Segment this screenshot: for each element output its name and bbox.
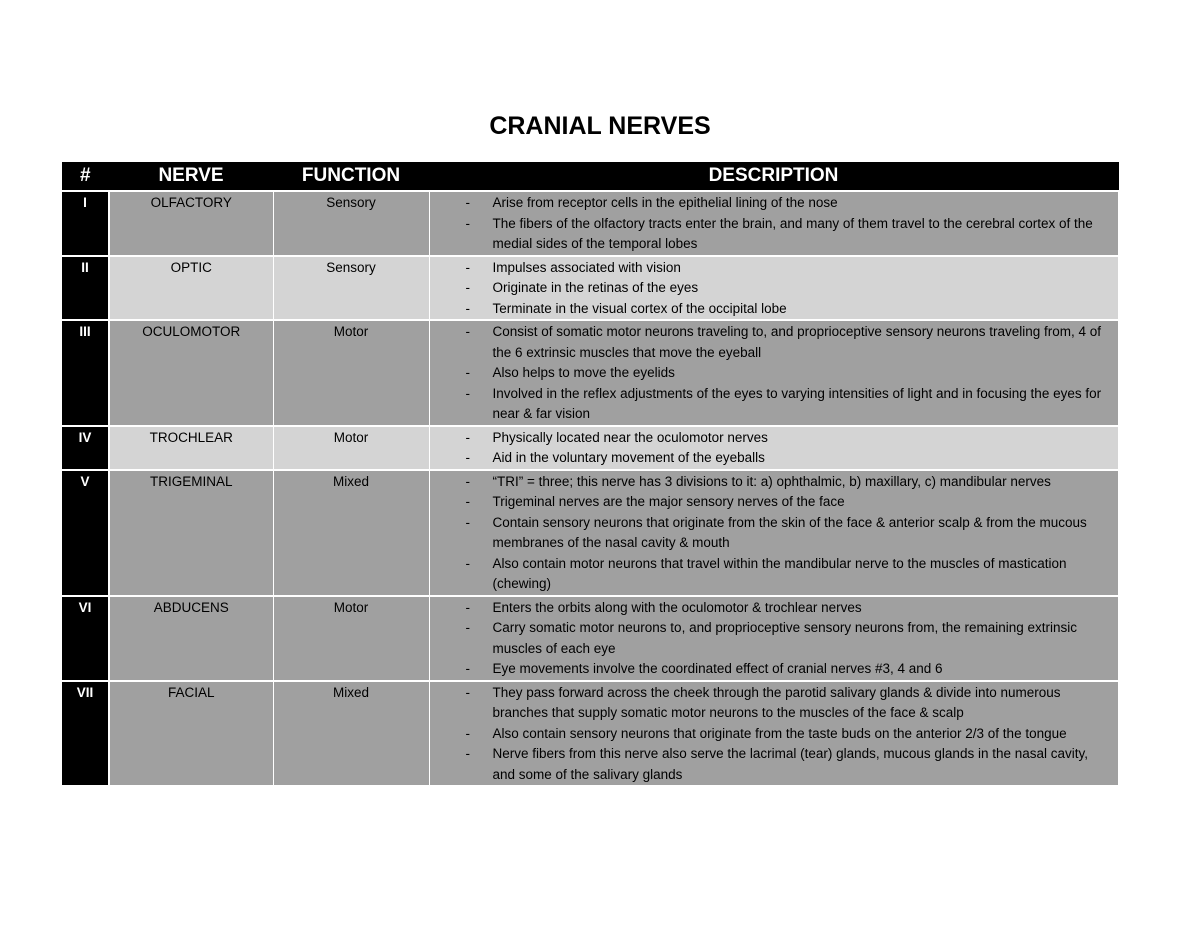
bullet-dash: - — [465, 514, 470, 530]
description-text: Consist of somatic motor neurons traveling to, and proprioceptive sensory neurons traveling from, 4 of the 6 extrinsic muscles that move the eyeball — [492, 324, 1102, 360]
description-item — [430, 214, 1108, 255]
description-item — [430, 258, 1108, 279]
row-number: VI — [62, 596, 109, 681]
row-number: IV — [62, 426, 109, 470]
description-text: Also contain sensory neurons that originate from the taste buds on the anterior 2/3 of the tongue — [492, 725, 1067, 741]
table-row — [62, 426, 1118, 470]
nerve-function: Mixed — [273, 681, 429, 786]
nerve-name: ABDUCENS — [109, 596, 273, 681]
description-list — [430, 258, 1118, 320]
bullet-dash: - — [465, 215, 470, 231]
header-row — [62, 162, 1118, 191]
header-nerve: NERVE — [109, 162, 273, 191]
bullet-dash: - — [465, 494, 470, 509]
description-text: Physically located near the oculomotor nerves — [492, 429, 768, 445]
bullet-dash: - — [465, 620, 470, 635]
description-item — [430, 659, 1108, 680]
cranial-nerves-table — [62, 162, 1119, 786]
row-number: V — [62, 470, 109, 596]
nerve-function: Motor — [273, 426, 429, 470]
bullet-dash: - — [465, 684, 470, 700]
nerve-function: Sensory — [273, 256, 429, 321]
row-number: I — [62, 191, 109, 256]
description-item — [430, 513, 1108, 554]
description-text: The fibers of the olfactory tracts enter the brain, and many of them travel to the cerebral cortex of the medial sides of the temporal lobes — [492, 215, 1093, 251]
nerve-name: TROCHLEAR — [109, 426, 273, 470]
nerve-name: FACIAL — [109, 681, 273, 786]
description-text: Arise from receptor cells in the epithelial lining of the nose — [492, 195, 838, 210]
description-item — [430, 554, 1108, 595]
description-item — [430, 448, 1108, 469]
description-text: Originate in the retinas of the eyes — [492, 280, 699, 295]
description-item — [430, 278, 1108, 299]
description-item — [430, 428, 1108, 449]
nerve-description — [429, 470, 1118, 596]
bullet-dash: - — [465, 661, 470, 676]
description-text: Also helps to move the eyelids — [492, 365, 675, 380]
table-header — [62, 162, 1118, 191]
description-text: Trigeminal nerves are the major sensory nerves of the face — [492, 494, 845, 509]
bullet-dash: - — [465, 280, 470, 295]
table-row — [62, 470, 1118, 596]
description-item — [430, 492, 1108, 513]
bullet-dash: - — [465, 385, 470, 401]
bullet-dash: - — [465, 746, 470, 761]
header-function: FUNCTION — [273, 162, 429, 191]
nerve-description — [429, 426, 1118, 470]
bullet-dash: - — [465, 555, 470, 571]
description-list — [430, 598, 1118, 680]
header-num: # — [62, 162, 109, 191]
bullet-dash: - — [465, 324, 470, 339]
nerve-function: Motor — [273, 596, 429, 681]
bullet-dash: - — [465, 300, 470, 316]
row-number: II — [62, 256, 109, 321]
table-row — [62, 320, 1118, 426]
description-text: Aid in the voluntary movement of the eyeballs — [492, 450, 765, 465]
description-list — [430, 193, 1118, 255]
description-text: They pass forward across the cheek through the parotid salivary glands & divide into numerous branches that supply somatic motor neurons to the muscles of the face & scalp — [492, 684, 1061, 720]
description-text: “TRI” = three; this nerve has 3 divisions to it: a) ophthalmic, b) maxillary, c) mandibular nerves — [492, 473, 1051, 489]
description-item — [430, 744, 1108, 785]
description-text: Involved in the reflex adjustments of the eyes to varying intensities of light and in focusing the eyes for near & far vision — [492, 385, 1102, 421]
table-row — [62, 596, 1118, 681]
description-list — [430, 428, 1118, 469]
nerve-description — [429, 191, 1118, 256]
description-text: Also contain motor neurons that travel within the mandibular nerve to the muscles of mastication (chewing) — [492, 555, 1067, 591]
table-row — [62, 191, 1118, 256]
row-number: III — [62, 320, 109, 426]
nerve-description — [429, 320, 1118, 426]
description-text: Impulses associated with vision — [492, 259, 681, 275]
nerve-description — [429, 596, 1118, 681]
description-text: Contain sensory neurons that originate from the skin of the face & anterior scalp & from the mucous membranes of the nasal cavity & mouth — [492, 514, 1087, 550]
bullet-dash: - — [465, 473, 470, 489]
description-item — [430, 724, 1108, 745]
description-text: Enters the orbits along with the oculomotor & trochlear nerves — [492, 599, 862, 615]
bullet-dash: - — [465, 259, 470, 275]
description-list — [430, 683, 1118, 786]
nerve-function: Motor — [273, 320, 429, 426]
nerve-description — [429, 681, 1118, 786]
nerve-name: TRIGEMINAL — [109, 470, 273, 596]
description-item — [430, 322, 1108, 363]
page-title: CRANIAL NERVES — [489, 112, 711, 140]
nerve-name: OLFACTORY — [109, 191, 273, 256]
description-item — [430, 299, 1108, 320]
header-description: DESCRIPTION — [429, 162, 1118, 191]
bullet-dash: - — [465, 725, 470, 741]
description-list — [430, 322, 1118, 425]
description-item — [430, 384, 1108, 425]
table-row — [62, 681, 1118, 786]
bullet-dash: - — [465, 450, 470, 465]
description-item — [430, 363, 1108, 384]
nerve-description — [429, 256, 1118, 321]
description-item — [430, 618, 1108, 659]
description-item — [430, 193, 1108, 214]
bullet-dash: - — [465, 195, 470, 210]
nerve-function: Sensory — [273, 191, 429, 256]
description-item — [430, 683, 1108, 724]
bullet-dash: - — [465, 429, 470, 445]
nerve-name: OCULOMOTOR — [109, 320, 273, 426]
bullet-dash: - — [465, 599, 470, 615]
description-item — [430, 598, 1108, 619]
bullet-dash: - — [465, 365, 470, 380]
table-row — [62, 256, 1118, 321]
description-list — [430, 472, 1118, 595]
row-number: VII — [62, 681, 109, 786]
description-text: Nerve fibers from this nerve also serve the lacrimal (tear) glands, mucous glands in the nasal cavity, and some of the salivary glands — [492, 746, 1089, 782]
table-body — [62, 191, 1118, 786]
description-text: Eye movements involve the coordinated effect of cranial nerves #3, 4 and 6 — [492, 661, 943, 676]
description-text: Carry somatic motor neurons to, and proprioceptive sensory neurons from, the remaining extrinsic muscles of each eye — [492, 620, 1078, 656]
description-text: Terminate in the visual cortex of the occipital lobe — [492, 300, 787, 316]
nerve-function: Mixed — [273, 470, 429, 596]
nerve-name: OPTIC — [109, 256, 273, 321]
description-item — [430, 472, 1108, 493]
